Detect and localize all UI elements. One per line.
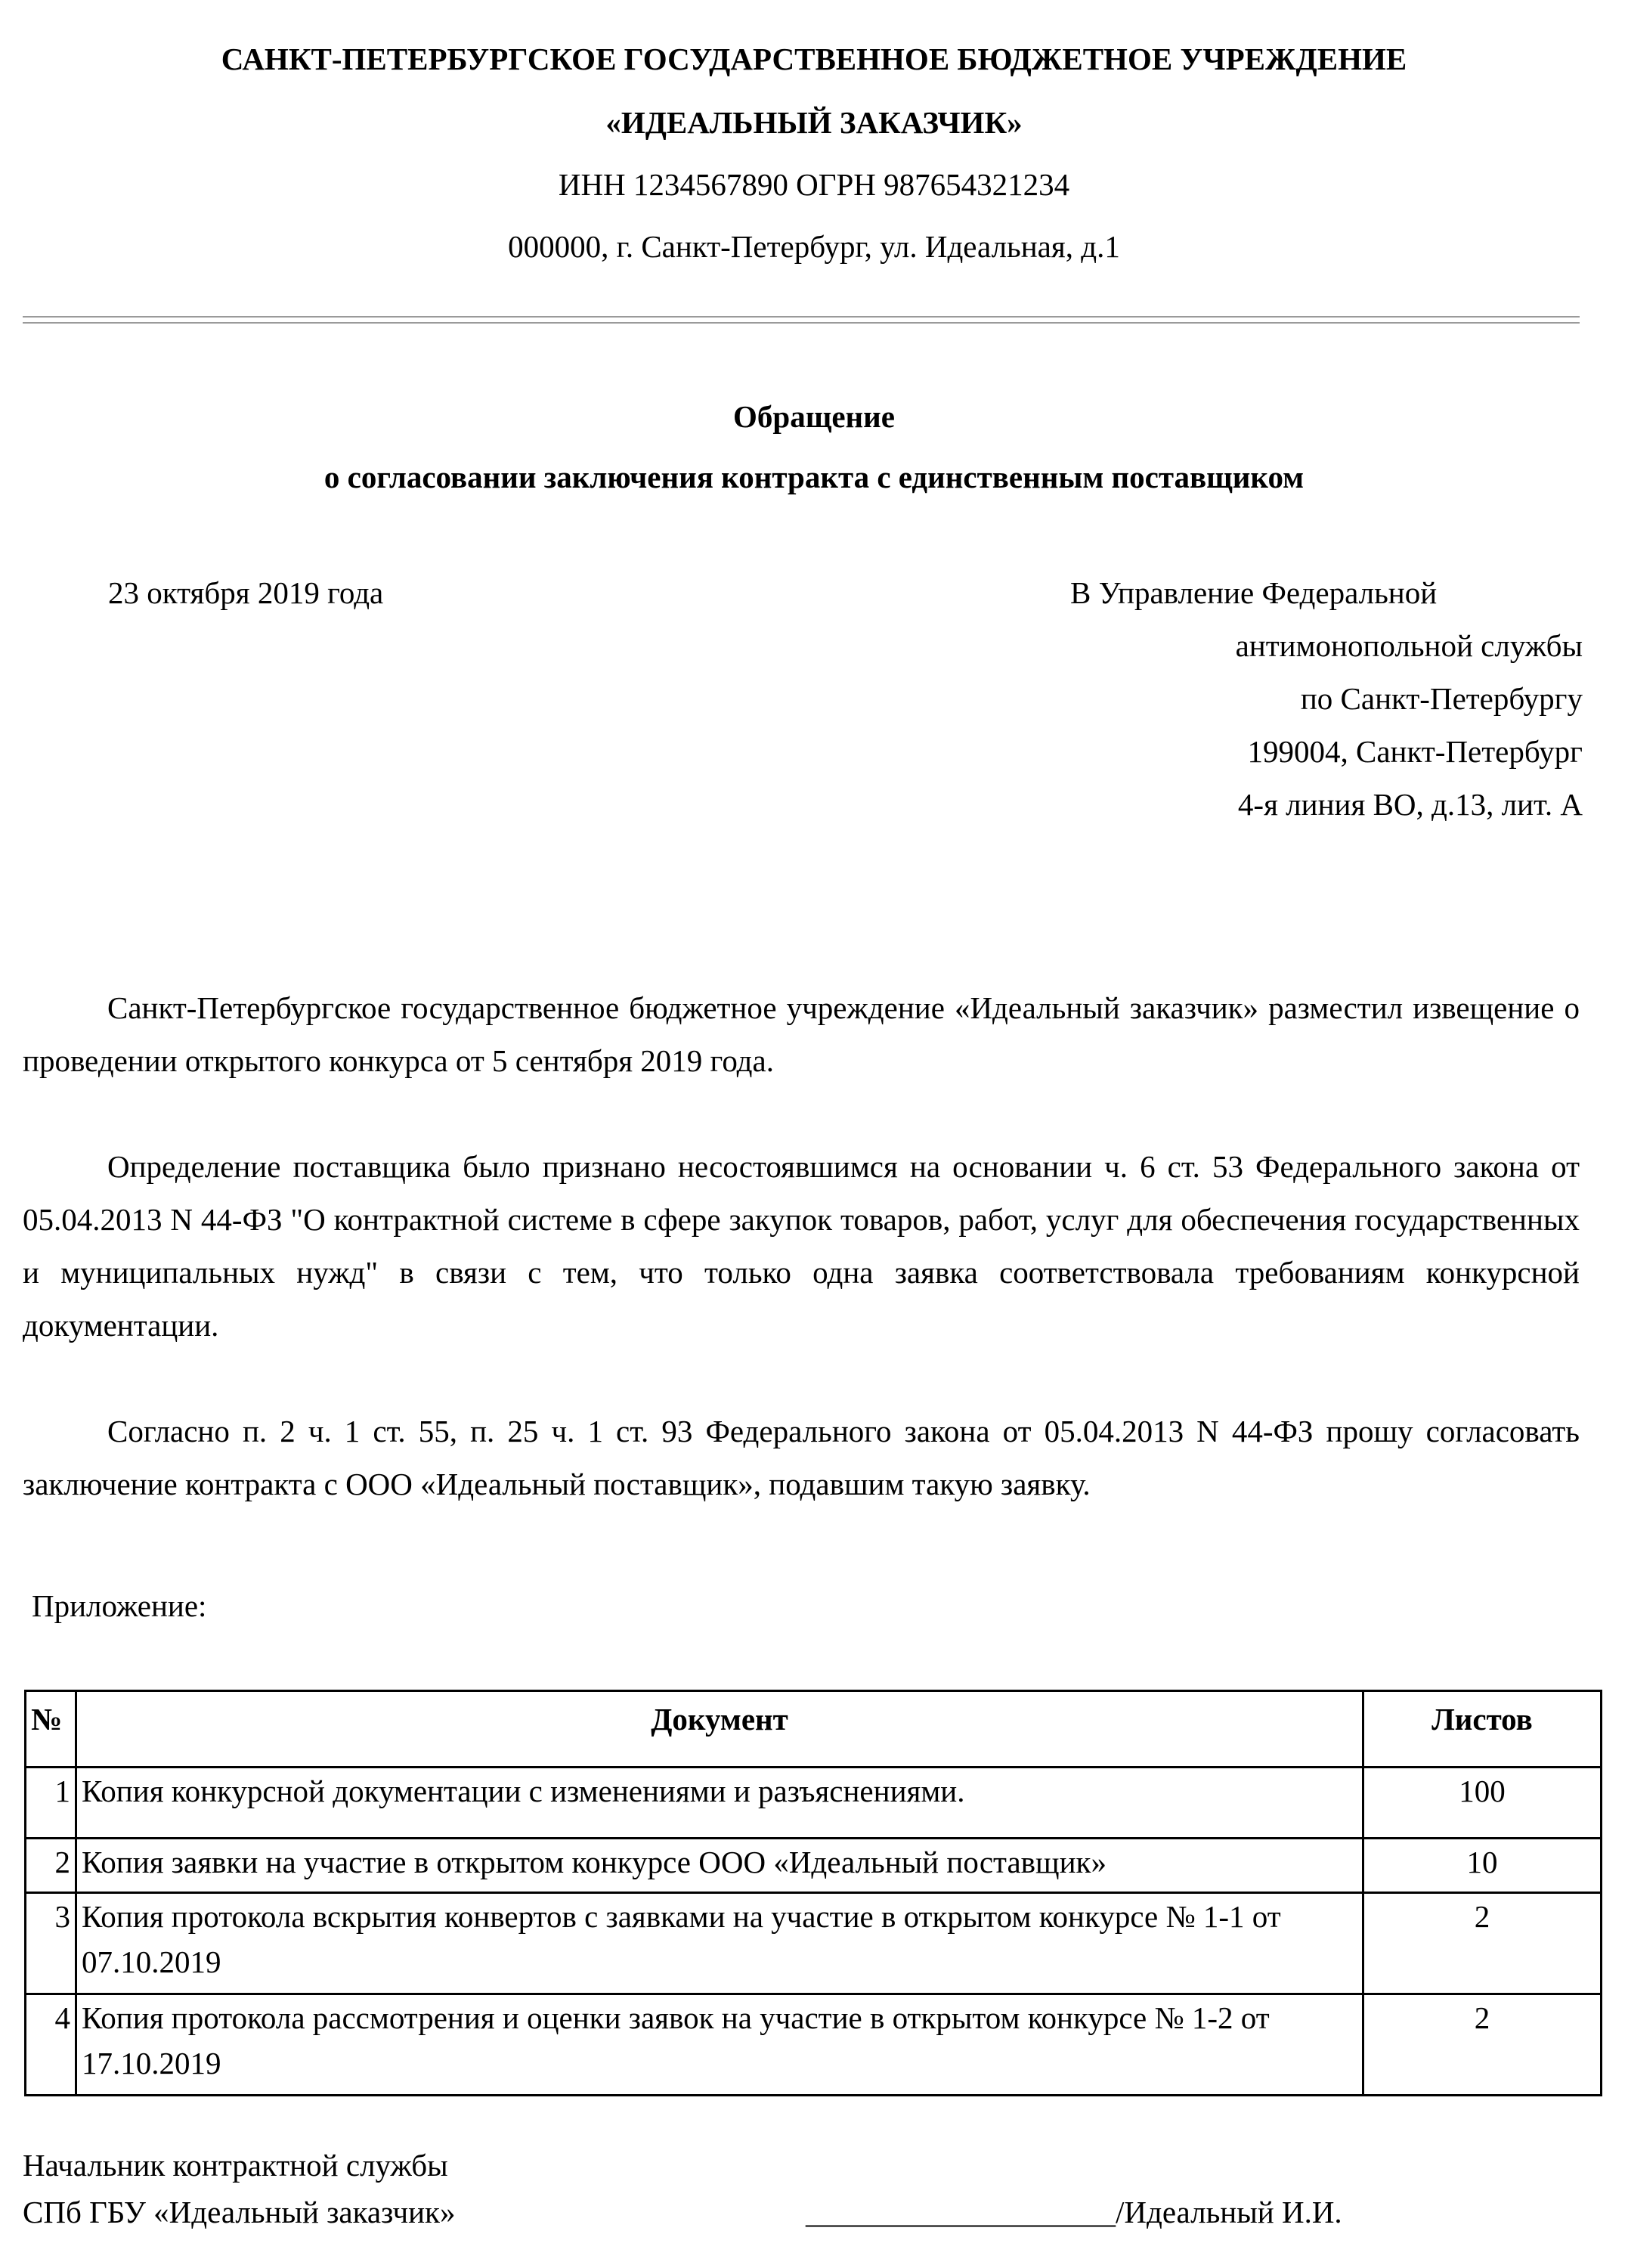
- table-header-row: [26, 1691, 1602, 1768]
- body-paragraph-2: Определение поставщика было признано несостоявшимся на основании ч. 6 ст. 53 Федерального закона от 05.04.2013 N 44-ФЗ "О контрактной системе в сфере закупок товаров, работ, услуг для обеспечения государственных и муниципальных нужд" в связи с тем, что только одна заявка соответствовала требованиям конкурсной документации.: [23, 1149, 1580, 1343]
- org-name-line1: САНКТ-ПЕТЕРБУРГСКОЕ ГОСУДАРСТВЕННОЕ БЮДЖЕТНОЕ УЧРЕЖДЕНИЕ: [221, 42, 1407, 76]
- row-sheets: 10: [1363, 1839, 1602, 1893]
- header-doc: Документ: [76, 1691, 1363, 1768]
- body-paragraph-3: Согласно п. 2 ч. 1 ст. 55, п. 25 ч. 1 ст. 93 Федерального закона от 05.04.2013 N 44-ФЗ прошу согласовать заключение контракта с ООО «Идеальный поставщик», подавшим такую заявку.: [23, 1414, 1580, 1501]
- signatory-position: Начальник контрактной службы: [23, 2148, 448, 2183]
- table-row: [26, 1768, 1602, 1839]
- attachments-label: Приложение:: [32, 1588, 207, 1623]
- recipient-line: 199004, Санкт-Петербург: [1247, 734, 1583, 769]
- row-num: 3: [26, 1893, 76, 1994]
- recipient-line: В Управление Федеральной: [1070, 575, 1438, 610]
- doc-date: 23 октября 2019 года: [108, 575, 384, 610]
- row-doc: Копия протокола вскрытия конвертов с заявками на участие в открытом конкурсе № 1-1 от 07.10.2019: [76, 1893, 1363, 1994]
- table-row: [26, 1994, 1602, 2096]
- header-num: №: [26, 1691, 76, 1768]
- table-row: [26, 1893, 1602, 1994]
- attachments-table: [24, 1690, 1602, 2096]
- doc-title: Обращение: [733, 399, 895, 434]
- recipient-line: антимонопольной службы: [1235, 628, 1583, 663]
- row-sheets: 2: [1363, 1994, 1602, 2096]
- recipient-line: 4-я линия ВО, д.13, лит. А: [1237, 787, 1583, 822]
- row-doc: Копия протокола рассмотрения и оценки заявок на участие в открытом конкурсе № 1-2 от 17.10.2019: [76, 1994, 1363, 2096]
- header-divider: [23, 316, 1580, 324]
- org-name-line2: «ИДЕАЛЬНЫЙ ЗАКАЗЧИК»: [605, 105, 1023, 140]
- org-ids: ИНН 1234567890 ОГРН 987654321234: [558, 167, 1070, 202]
- row-doc: Копия заявки на участие в открытом конкурсе ООО «Идеальный поставщик»: [76, 1839, 1363, 1893]
- doc-subtitle: о согласовании заключения контракта с единственным поставщиком: [323, 460, 1305, 494]
- row-doc: Копия конкурсной документации с изменениями и разъяснениями.: [76, 1768, 1363, 1839]
- header-sheets: Листов: [1363, 1691, 1602, 1768]
- table-row: [26, 1839, 1602, 1893]
- body-paragraph-1: Санкт-Петербургское государственное бюджетное учреждение «Идеальный заказчик» разместил извещение о проведении открытого конкурса от 5 сентября 2019 года.: [23, 990, 1580, 1078]
- row-num: 1: [26, 1768, 76, 1839]
- row-sheets: 100: [1363, 1768, 1602, 1839]
- recipient-line: по Санкт-Петербургу: [1300, 681, 1583, 716]
- row-num: 2: [26, 1839, 76, 1893]
- row-num: 4: [26, 1994, 76, 2096]
- row-sheets: 2: [1363, 1893, 1602, 1994]
- signature-line: ____________________/Идеальный И.И.: [806, 2195, 1342, 2229]
- signatory-organization: СПб ГБУ «Идеальный заказчик»: [23, 2195, 456, 2229]
- org-address: 000000, г. Санкт-Петербург, ул. Идеальная, д.1: [508, 229, 1120, 264]
